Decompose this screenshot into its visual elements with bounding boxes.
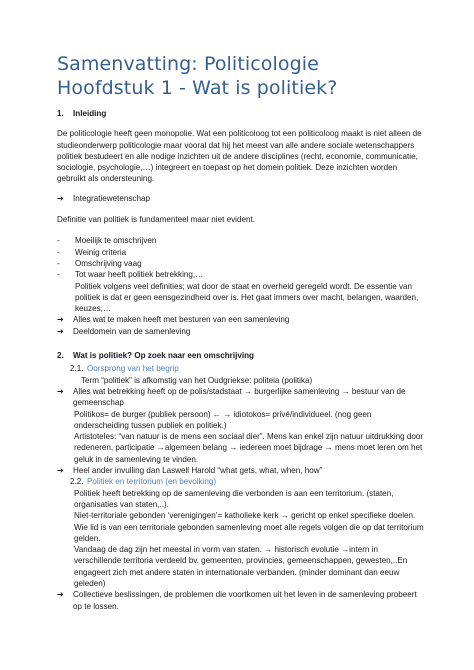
intro-paragraph: De politicologie heeft geen monopolie. Wat een politicoloog tot een politicoloog maakt is niet alleen de studieonderwerp politicologie maar vooral dat hij het meest van alle andere sociale wetenschappers politiek bestudeert en alle nodige inzichten uit de andere disciplines (recht, economie, communicatie, sociologie, psychologie,…) integreert en toepast op het domein politiek. Deze inzichten worden gebruikt als ondersteuning. <box>57 129 422 184</box>
section-2-heading: 2. Wat is politiek? Op zoek naar een omschrijving <box>57 351 254 361</box>
title-line-2: Hoofdstuk 1 - Wat is politiek? <box>57 77 338 99</box>
arrow-bullet: ➔ Collectieve beslissingen, de problemen die voortkomen uit het leven in de samenleving probeert op te lossen. <box>57 590 417 611</box>
arrow-icon: ➔ <box>57 386 64 396</box>
arrow-bullet: ➔ Deeldomein van de samenleving <box>57 326 191 336</box>
definition-line: Definitie van politiek is fundamenteel maar niet evident. <box>57 215 255 225</box>
arrow-icon: ➔ <box>57 326 64 336</box>
politikos-text: Politikos= de burger (publiek persoon) ← → idiotokos= privé/individueel. (nog geen onderscheiding tussen publiek en politiek.) <box>74 409 372 430</box>
arrow-icon: ➔ <box>57 315 64 325</box>
subsection-2-1-heading: 2.1. Oorsprong van het begrip <box>70 364 179 374</box>
arrow-icon: ➔ <box>57 590 64 600</box>
document-title <box>57 52 427 100</box>
non-territorial-text: Niet-territoriale gebonden ‘verenigingen’= katholieke kerk → gericht op enkel specifieke doelen. <box>74 511 416 521</box>
member-rules-text: Wie lid is van een territoriale gebonden samenleving moet alle regels volgen die op dat territorium gelden. <box>74 522 424 543</box>
states-text: Vandaag de dag zijn het meestal in vorm van staten. → historisch evolutie →intern in verschillende territoria verdeeld bv. gemeenten, provincies, gemeenschappen, gewesten,..En engageert zich met andere staten in internationale verbanden. (minder dominant dan eeuw geleden) <box>74 545 408 588</box>
origin-text: Term “politiek” is afkomstig van het Oudgriekse: politeia (politika) <box>81 375 313 385</box>
territory-text: Politiek heeft betrekking op de samenleving die verbonden is aan een territorium. (staten, organisaties van staten,..). <box>74 488 394 509</box>
section-1-heading: 1. Inleiding <box>57 109 107 118</box>
subsection-2-2-heading: 2.2. Politiek en territorium (en bevolking) <box>70 477 217 487</box>
list-item: - Weinig criteria <box>57 247 127 257</box>
dash-list <box>57 235 427 314</box>
list-item: - Moeilijk te omschrijven <box>57 236 157 246</box>
aristoteles-text: Artistoteles: “van natuur is de mens een sociaal dier”. Mens kan enkel zijn natuur uitdrukking door redeneren, participatie →algemeen belang → iedereen moet bijdrage → mens moet leren om het geluk in de samenleving te vinden. <box>74 432 424 464</box>
arrow-bullet: ➔ Alles wat te maken heeft met besturen van een samenleving <box>57 315 290 325</box>
arrow-bullet: ➔ Alles wat betrekking heeft op de polis/stadstaat → burgerlijke samenleving → bestuur van de gemeenschap <box>57 386 406 408</box>
title-line-1: Samenvatting: Politicologie <box>57 53 319 75</box>
list-item: - Omschrijving vaag <box>57 258 142 268</box>
document-page <box>57 52 427 612</box>
arrow-icon: ➔ <box>57 466 64 476</box>
arrow-bullet: ➔ Integratiewetenschap <box>57 193 150 203</box>
arrow-bullet: ➔ Heel ander invulling dan Laswell Harold “what gets, what, when, how” <box>57 466 323 476</box>
arrow-icon: ➔ <box>57 193 64 203</box>
list-item: - Tot waar heeft politiek betrekking,… <box>57 270 204 280</box>
list-continuation: Politiek volgens veel definities; wat door de staat en overheid geregeld wordt. De essentie van politiek is dat er geen eensgezindheid over is. Het gaat immers over macht, belangen, waarden, keuzes,… <box>75 281 419 314</box>
